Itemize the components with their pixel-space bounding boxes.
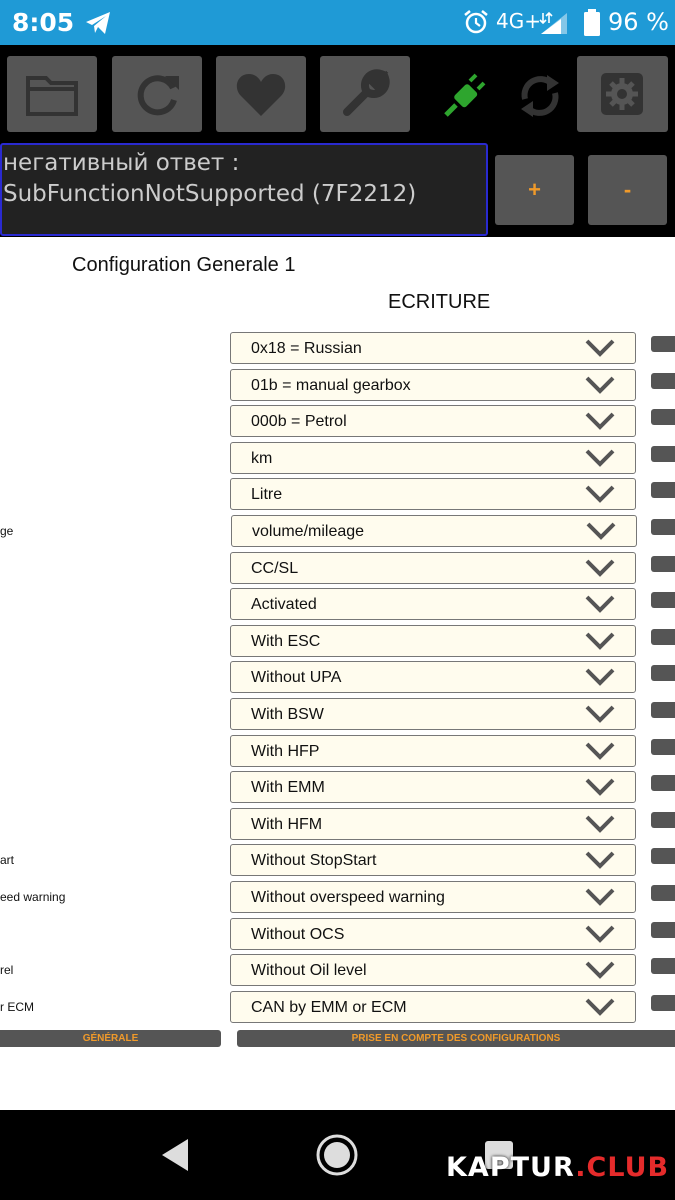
favorite-button[interactable] xyxy=(216,56,306,132)
row-side-button[interactable] xyxy=(651,409,675,425)
dropdown-value: With BSW xyxy=(251,706,324,723)
dropdown-value: 000b = Petrol xyxy=(251,413,347,430)
row-side-button[interactable] xyxy=(651,812,675,828)
config-dropdown[interactable] xyxy=(230,625,636,657)
row-side-button[interactable] xyxy=(651,519,675,535)
toolbar xyxy=(0,45,675,237)
row-side-button[interactable] xyxy=(651,922,675,938)
chevron-down-icon xyxy=(585,742,615,760)
minus-button[interactable]: - xyxy=(588,155,667,225)
refresh-button[interactable] xyxy=(112,56,202,132)
dropdown-value: With ESC xyxy=(251,633,321,650)
response-message xyxy=(0,143,488,236)
wrench-icon xyxy=(337,66,393,122)
chevron-down-icon xyxy=(585,559,615,577)
message-line-1: негативный ответ : xyxy=(3,150,240,176)
config-dropdown[interactable] xyxy=(230,369,636,401)
folder-icon xyxy=(24,66,80,122)
row-side-button[interactable] xyxy=(651,556,675,572)
row-side-button[interactable] xyxy=(651,665,675,681)
dropdown-value: Without overspeed warning xyxy=(251,889,445,906)
dropdown-value: With EMM xyxy=(251,779,325,796)
sync-icon[interactable] xyxy=(515,69,565,123)
settings-button[interactable] xyxy=(577,56,668,132)
dropdown-value: volume/mileage xyxy=(252,523,365,540)
dropdown-value: CAN by EMM or ECM xyxy=(251,999,407,1016)
page-title: Configuration Generale 1 xyxy=(72,254,296,276)
dropdown-value: Without Oil level xyxy=(251,962,367,979)
row-side-button[interactable] xyxy=(651,775,675,791)
chevron-down-icon xyxy=(585,705,615,723)
row-side-button[interactable] xyxy=(651,592,675,608)
signal-icon xyxy=(537,11,571,35)
dropdown-value: Activated xyxy=(251,596,317,613)
parameter-label: ge xyxy=(0,524,14,538)
config-dropdown[interactable] xyxy=(231,515,637,547)
dropdown-value: 0x18 = Russian xyxy=(251,340,362,357)
config-dropdown[interactable] xyxy=(230,991,636,1023)
chevron-down-icon xyxy=(585,376,615,394)
battery-icon xyxy=(584,9,600,36)
row-side-button[interactable] xyxy=(651,446,675,462)
chevron-down-icon xyxy=(585,339,615,357)
chevron-down-icon xyxy=(585,778,615,796)
config-dropdown[interactable] xyxy=(230,478,636,510)
row-side-button[interactable] xyxy=(651,373,675,389)
config-dropdown[interactable] xyxy=(230,442,636,474)
dropdown-value: Litre xyxy=(251,486,283,503)
config-dropdown[interactable] xyxy=(230,332,636,364)
plus-button[interactable]: + xyxy=(495,155,574,225)
config-dropdown[interactable] xyxy=(230,954,636,986)
parameter-label: rel xyxy=(0,963,14,977)
heart-icon xyxy=(233,66,289,122)
dropdown-value: CC/SL xyxy=(251,560,299,577)
dropdown-value: Without OCS xyxy=(251,926,345,943)
row-side-button[interactable] xyxy=(651,995,675,1011)
row-side-button[interactable] xyxy=(651,848,675,864)
chevron-down-icon xyxy=(585,998,615,1016)
config-dropdown[interactable] xyxy=(230,405,636,437)
clock: 8:05 xyxy=(12,8,75,37)
dropdown-value: With HFP xyxy=(251,743,320,760)
column-heading: ECRITURE xyxy=(388,291,491,313)
row-side-button[interactable] xyxy=(651,482,675,498)
chevron-down-icon xyxy=(585,485,615,503)
generale-button[interactable]: GÉNÉRALE xyxy=(0,1030,221,1047)
network-type: 4G+ xyxy=(496,9,541,33)
navigation-bar xyxy=(0,1110,675,1200)
chevron-down-icon xyxy=(585,595,615,613)
parameter-label: r ECM xyxy=(0,1000,34,1014)
tools-button[interactable] xyxy=(320,56,410,132)
dropdown-value: km xyxy=(251,450,273,467)
telegram-icon xyxy=(84,10,112,36)
alarm-icon xyxy=(463,9,489,35)
status-bar xyxy=(0,0,675,45)
config-dropdown[interactable] xyxy=(230,881,636,913)
chevron-down-icon xyxy=(585,412,615,430)
config-dropdown[interactable] xyxy=(230,771,636,803)
chevron-down-icon xyxy=(585,961,615,979)
row-side-button[interactable] xyxy=(651,336,675,352)
config-dropdown[interactable] xyxy=(230,552,636,584)
chevron-down-icon xyxy=(585,888,615,906)
back-icon[interactable] xyxy=(160,1137,190,1173)
config-dropdown[interactable] xyxy=(230,588,636,620)
config-dropdown[interactable] xyxy=(230,918,636,950)
chevron-down-icon xyxy=(585,632,615,650)
config-dropdown[interactable] xyxy=(230,698,636,730)
dropdown-value: With HFM xyxy=(251,816,323,833)
chevron-down-icon xyxy=(585,815,615,833)
battery-percent: 96 % xyxy=(608,8,669,36)
row-side-button[interactable] xyxy=(651,958,675,974)
plug-icon[interactable] xyxy=(440,71,490,121)
refresh-icon xyxy=(129,66,185,122)
dropdown-value: Without UPA xyxy=(251,669,342,686)
row-side-button[interactable] xyxy=(651,885,675,901)
apply-configurations-button[interactable]: PRISE EN COMPTE DES CONFIGURATIONS xyxy=(237,1030,675,1047)
config-dropdown[interactable] xyxy=(230,844,636,876)
chevron-down-icon xyxy=(585,925,615,943)
row-side-button[interactable] xyxy=(651,702,675,718)
chevron-down-icon xyxy=(585,851,615,869)
home-icon[interactable] xyxy=(315,1133,359,1177)
row-side-button[interactable] xyxy=(651,629,675,645)
chevron-down-icon xyxy=(586,522,616,540)
chevron-down-icon xyxy=(585,668,615,686)
watermark-domain: .CLUB xyxy=(575,1152,670,1183)
dropdown-value: 01b = manual gearbox xyxy=(251,377,411,394)
message-line-2: SubFunctionNotSupported (7F2212) xyxy=(3,181,417,207)
watermark xyxy=(446,1152,669,1183)
dropdown-value: Without StopStart xyxy=(251,852,377,869)
open-folder-button[interactable] xyxy=(7,56,97,132)
gear-icon xyxy=(599,71,645,117)
config-dropdown[interactable] xyxy=(230,661,636,693)
parameter-label: eed warning xyxy=(0,890,66,904)
chevron-down-icon xyxy=(585,449,615,467)
config-dropdown[interactable] xyxy=(230,808,636,840)
config-dropdown[interactable] xyxy=(230,735,636,767)
watermark-text: KAPTUR xyxy=(446,1152,576,1183)
parameter-label: art xyxy=(0,853,15,867)
row-side-button[interactable] xyxy=(651,739,675,755)
